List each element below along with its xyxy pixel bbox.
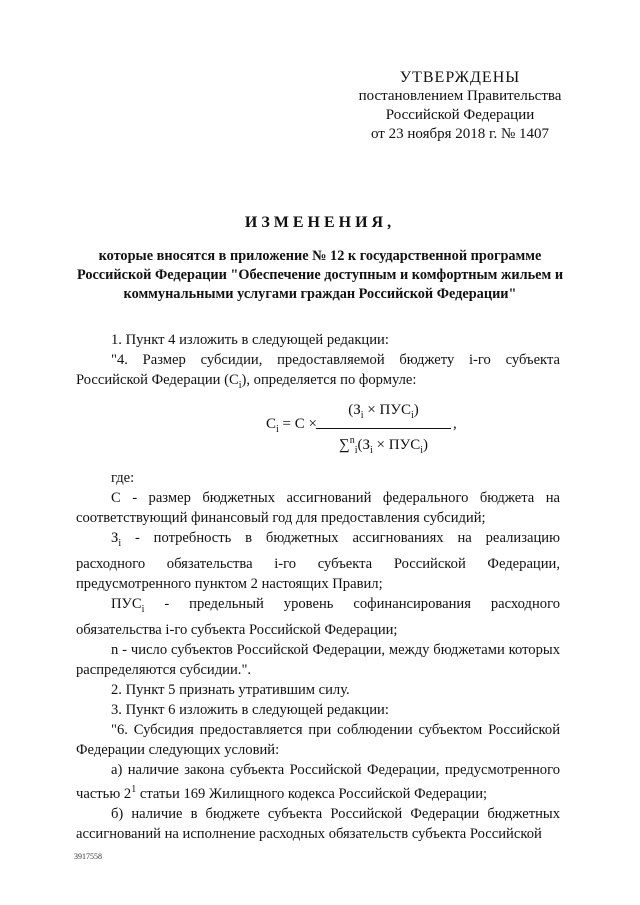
pus-def: - предельный уровень софинансирования расходного обязательства i-го субъекта Российской Федерации; — [76, 595, 560, 638]
paragraph-3: 3. Пункт 6 изложить в следующей редакции: — [111, 701, 389, 718]
den-sub1: i — [370, 444, 373, 456]
superscript: 1 — [131, 783, 137, 795]
definition-z — [76, 528, 560, 594]
document-body — [76, 330, 560, 844]
pus-sub: i — [141, 603, 145, 615]
document-id: 3917558 — [74, 852, 102, 861]
formula-denominator — [316, 428, 451, 461]
subscript: i — [238, 379, 242, 391]
definition-c: C - размер бюджетных ассигнований федерального бюджета на соответствующий финансовый год для предоставления субсидий; — [76, 489, 560, 526]
paragraph-4-end: ), определяется по формуле: — [241, 372, 417, 388]
where-label: где: — [111, 469, 135, 486]
condition-a-start: а) наличие закона субъекта Российской Федерации, предусмотренного частью 2 — [76, 761, 560, 802]
num-part: (З — [348, 401, 361, 418]
condition-a — [76, 760, 560, 804]
z-sub: i — [118, 537, 122, 549]
den-mid: (З — [357, 436, 370, 453]
sum-symbol: ∑ — [339, 436, 350, 453]
z-var: З — [111, 529, 119, 546]
formula-eq: = C × — [278, 415, 317, 432]
approval-line-3: Российской Федерации — [385, 107, 535, 123]
formula-fraction — [316, 400, 451, 461]
num-sub2: i — [410, 409, 414, 421]
paragraph-6: "6. Субсидия предоставляется при соблюдении субъектом Российской Федерации следующих условий: — [76, 721, 560, 758]
formula-lhs-var: C — [266, 415, 277, 432]
definition-pus — [76, 594, 560, 640]
paragraph-1: 1. Пункт 4 изложить в следующей редакции: — [111, 332, 389, 348]
formula-lhs — [266, 414, 317, 440]
den-end: ) — [422, 436, 428, 453]
definition-n: n - число субъектов Российской Федерации, между бюджетами которых распределяются субсидии.". — [76, 641, 560, 678]
document-subtitle: которые вносятся в приложение № 12 к государственной программе Российской Федерации "Обеспечение доступным и комфортным жильем и коммунальными услугами граждан Российской Федерации" — [76, 248, 564, 302]
condition-a-end: статьи 169 Жилищного кодекса Российской Федерации; — [136, 785, 488, 802]
approval-line-2: постановлением Правительства — [358, 88, 562, 104]
paragraph-4-start: "4. Размер субсидии, предоставляемой бюджету i-го субъекта Российской Федерации (C — [76, 352, 560, 388]
pus-var: ПУС — [111, 595, 142, 612]
den-mid2: × ПУС — [372, 436, 421, 453]
approval-block — [330, 68, 590, 144]
z-def: - потребность в бюджетных ассигнованиях на реализацию расходного обязательства i-го субъекта Российской Федерации, предусмотренного пунктом 2 настоящих Правил; — [76, 529, 560, 592]
paragraph-4-text — [76, 350, 560, 396]
paragraph-2: 2. Пункт 5 признать утратившим силу. — [111, 681, 350, 698]
formula-lhs-sub: i — [276, 423, 279, 435]
formula — [76, 400, 560, 458]
num-sub: i — [360, 409, 364, 421]
num-mid: × ПУС — [363, 401, 411, 418]
condition-b: б) наличие в бюджете субъекта Российской Федерации бюджетных ассигнований на исполнение расходных обязательств субъекта Российской — [76, 805, 560, 842]
approval-heading: УТВЕРЖДЕНЫ — [399, 69, 521, 86]
den-sub2: i — [420, 444, 423, 456]
formula-numerator — [316, 400, 451, 428]
approval-date: от 23 ноября 2018 г. № 1407 — [370, 126, 550, 142]
sum-sup: n — [349, 434, 355, 446]
sum-sub: i — [354, 444, 358, 456]
formula-comma: , — [453, 415, 457, 432]
num-end: ) — [413, 401, 419, 418]
document-title: ИЗМЕНЕНИЯ, — [244, 214, 396, 231]
